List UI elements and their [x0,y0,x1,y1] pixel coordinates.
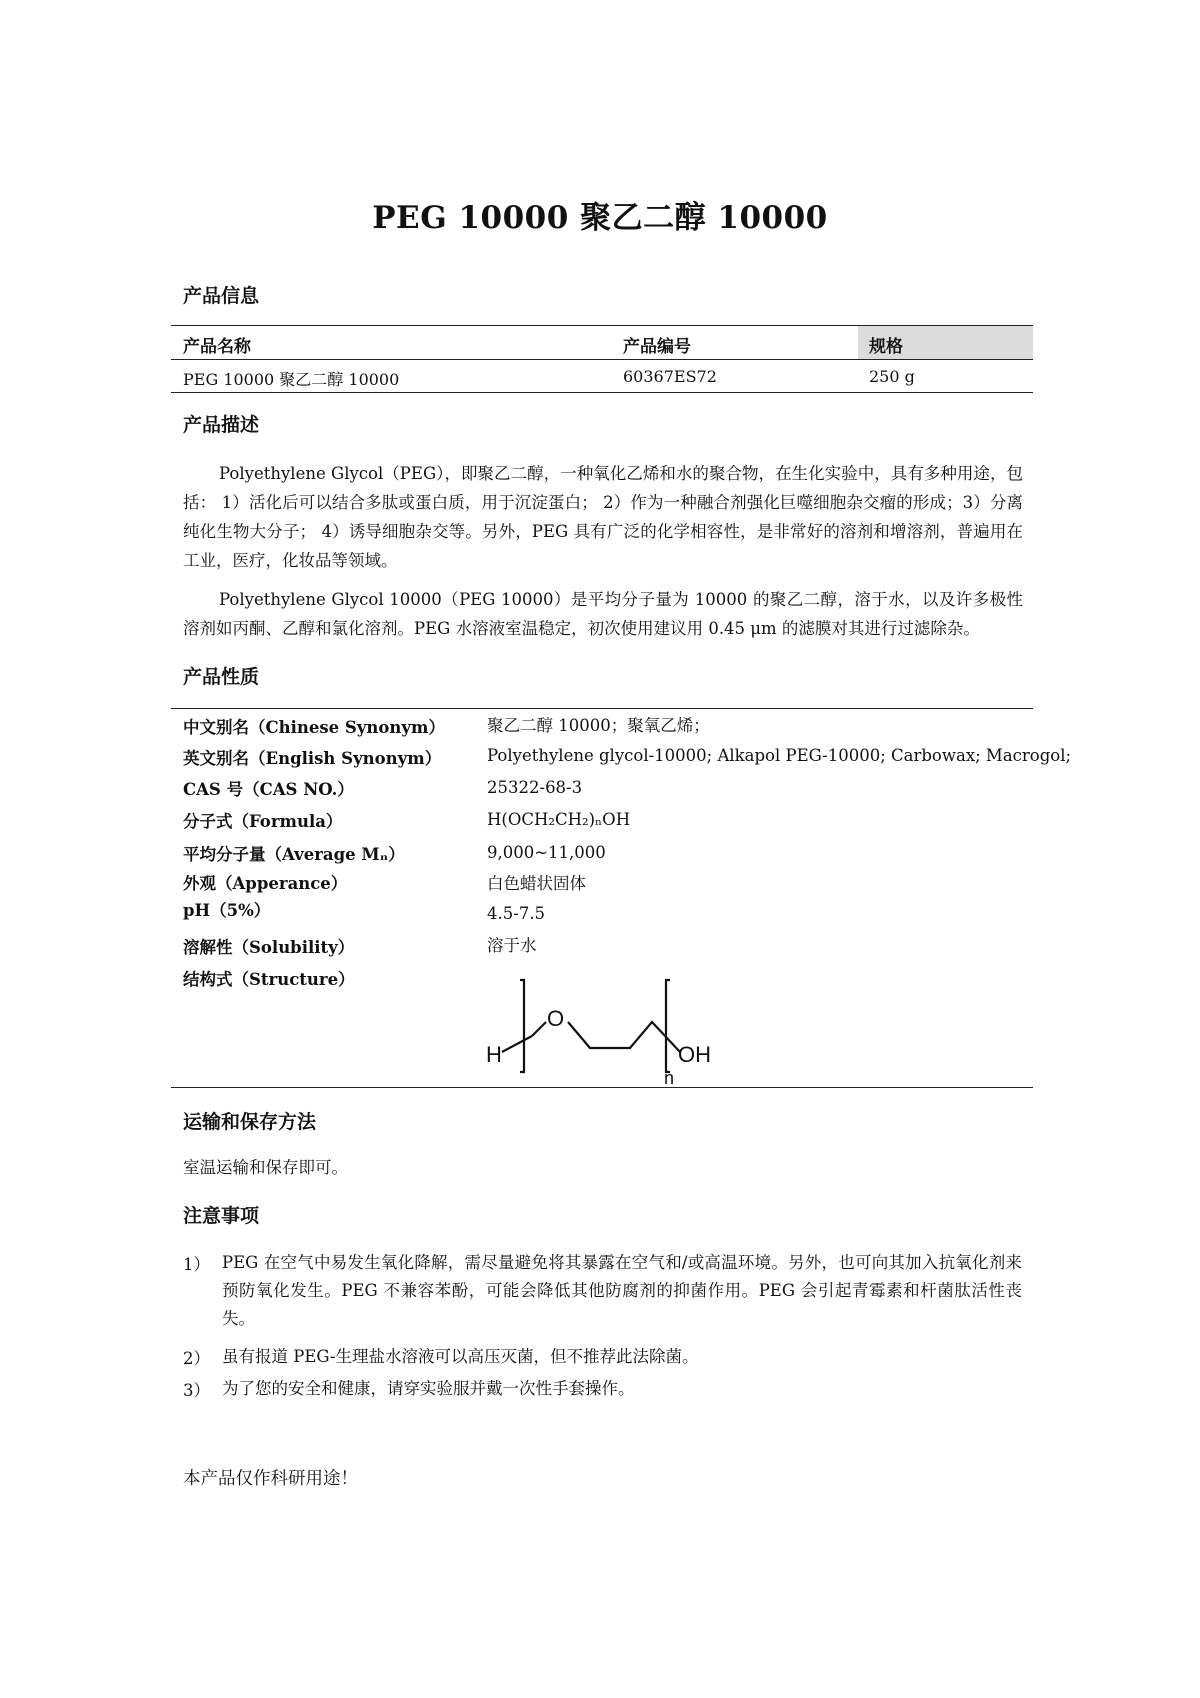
description-paragraph-1: Polyethylene Glycol（PEG），即聚乙二醇，一种氧化乙烯和水的聚合物，在生化实验中，具有多种用途，包括： 1）活化后可以结合多肽或蛋白质，用于沉淀蛋白； 2）作为一种融合剂强化巨噬细胞杂交瘤的形成；3）分离纯化生物大分子； 4）诱导细胞杂交等。另外，PEG 具有广泛的化学相容性，是非常好的溶剂和增溶剂，普遍用在工业，医疗，化妆品等领域。 [183,464,1023,570]
property-label-appearance: 外观（Apperance） [183,874,348,893]
properties-bottom-rule [171,1087,1033,1088]
note-number-3: 3） [183,1381,210,1400]
property-label-english-synonym: 英文别名（English Synonym） [183,749,442,768]
property-value-english-synonym: Polyethylene glycol-10000; Alkapol PEG-10000; Carbowax; Macrogol; [487,746,1072,765]
table-header-row [171,325,1033,360]
storage-text: 室温运输和保存即可。 [183,1158,348,1177]
note-text-3: 为了您的安全和健康，请穿实验服并戴一次性手套操作。 [222,1379,635,1398]
note-number-2: 2） [183,1349,210,1368]
column-header-name: 产品名称 [183,337,251,357]
column-header-spec: 规格 [869,337,903,357]
property-value-average-mn: 9,000~11,000 [487,843,606,862]
right-bracket [666,980,670,1072]
note-number-1: 1） [183,1255,210,1274]
cell-product-name: PEG 10000 聚乙二醇 10000 [183,370,400,389]
property-label-average-mn: 平均分子量（Average Mₙ） [183,845,405,864]
structure-n-label: n [664,1068,675,1086]
column-header-code: 产品编号 [623,337,691,357]
property-value-ph: 4.5-7.5 [487,904,546,923]
property-value-appearance: 白色蜡状固体 [487,874,586,893]
property-label-chinese-synonym: 中文别名（Chinese Synonym） [183,718,445,737]
section-heading-storage: 运输和保存方法 [183,1111,317,1133]
structure-h-label: H [486,1042,502,1067]
property-label-structure: 结构式（Structure） [183,970,355,989]
property-label-ph: pH（5%） [183,901,271,920]
property-value-formula: H(OCH₂CH₂)ₙOH [487,810,631,829]
cell-product-code: 60367ES72 [623,367,717,386]
table-row [171,360,1033,393]
cell-product-spec: 250 g [869,367,915,386]
description-paragraph-2: Polyethylene Glycol 10000（PEG 10000）是平均分子量为 10000 的聚乙二醇，溶于水，以及许多极性溶剂如丙酮、乙醇和氯化溶剂。PEG 水溶液室温稳定，初次使用建议用 0.45 μm 的滤膜对其进行过滤除杂。 [183,590,1023,638]
section-heading-notes: 注意事项 [183,1205,260,1227]
section-heading-properties: 产品性质 [183,666,260,688]
property-value-cas: 25322-68-3 [487,778,583,797]
footer-research-use-only: 本产品仅作科研用途！ [183,1469,358,1489]
note-text-2: 虽有报道 PEG-生理盐水溶液可以高压灭菌，但不推荐此法除菌。 [222,1347,699,1366]
section-heading-product-info: 产品信息 [183,285,260,307]
left-bracket [520,980,524,1072]
section-heading-description: 产品描述 [183,414,260,436]
structure-oh-label: OH [678,1042,711,1067]
property-label-cas: CAS 号（CAS NO.） [183,780,354,799]
property-value-solubility: 溶于水 [487,936,537,955]
peg-structure-image [480,976,740,1086]
property-label-formula: 分子式（Formula） [183,812,343,831]
document-title: PEG 10000 聚乙二醇 10000 [372,200,828,236]
properties-top-rule [171,708,1033,709]
product-info-table [171,325,1033,393]
property-value-chinese-synonym: 聚乙二醇 10000；聚氧乙烯； [487,716,710,735]
property-label-solubility: 溶解性（Solubility） [183,938,355,957]
note-text-1: PEG 在空气中易发生氧化降解，需尽量避免将其暴露在空气和/或高温环境。另外，也可向其加入抗氧化剂来预防氧化发生。PEG 不兼容苯酚，可能会降低其他防腐剂的抑菌作用。PEG 会引起青霉素和杆菌肽活性丧失。 [222,1253,1022,1328]
structure-o-label: O [547,1006,565,1031]
